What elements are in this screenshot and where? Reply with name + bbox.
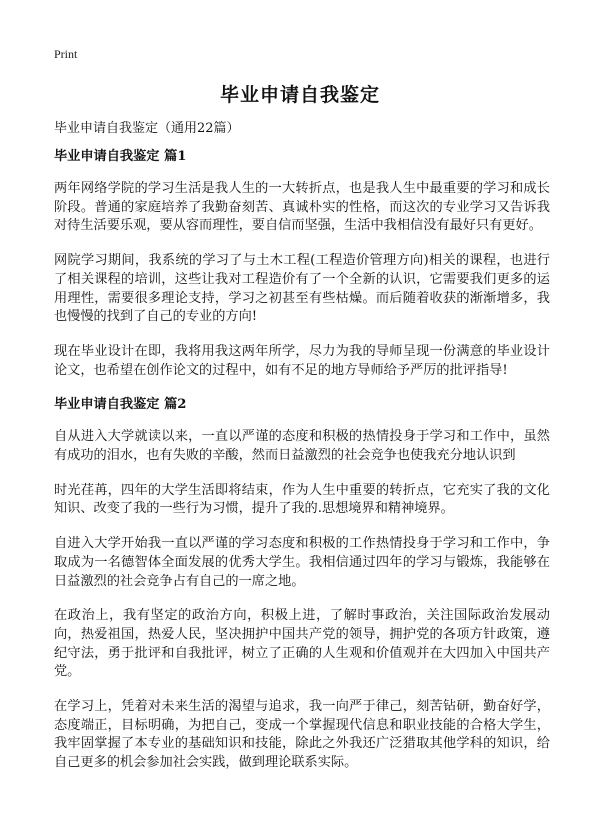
print-link[interactable]: Print — [54, 47, 78, 61]
paragraph: 两年网络学院的学习生活是我人生的一大转折点，也是我人生中最重要的学习和成长阶段。普通的家庭培养了我勤奋刻苦、真诚朴实的性格，而这次的专业学习又告诉我对待生活要乐观，要从容而理性，要自信而坚强，生活中我相信没有最好只有更好。 — [54, 181, 550, 234]
paragraph: 现在毕业设计在即，我将用我这两年所学，尽力为我的导师呈现一份满意的毕业设计论文，也希望在创作论文的过程中，如有不足的地方导师给予严厉的批评指导! — [54, 343, 550, 378]
paragraph: 在政治上，我有坚定的政治方向，积极上进，了解时事政治，关注国际政治发展动向，热爱祖国，热爱人民，坚决拥护中国共产党的领导，拥护党的各项方针政策，遵纪守法，勇于批评和自我批评，树立了正确的人生观和价值观并在大四加入中国共产党。 — [54, 608, 550, 680]
paragraph: 在学习上，凭着对未来生活的渴望与追求，我一向严于律己，刻苦钻研，勤奋好学，态度端正，目标明确，为把自己，变成一个掌握现代信息和职业技能的合格大学生，我牢固掌握了本专业的基础知识和技能，除此之外我还广泛猎取其他学科的知识，给自己更多的机会参加社会实践，做到理论联系实际。 — [54, 699, 550, 771]
paragraph: 时光荏苒，四年的大学生活即将结束，作为人生中重要的转折点，它充实了我的文化知识、改变了我的一些行为习惯，提升了我的.思想境界和精神境界。 — [54, 482, 550, 517]
section-heading: 毕业申请自我鉴定 篇1 — [54, 149, 187, 164]
paragraph: 网院学习期间，我系统的学习了与土木工程(工程造价管理方向)相关的课程，也进行了相关课程的培训，这些让我对工程造价有了一个全新的认识，它需要我们更多的运用理性，需要很多理论支持，学习之初甚至有些枯燥。而后随着收获的渐渐增多，我也慢慢的找到了自己的专业的方向! — [54, 253, 550, 325]
paragraph: 自进入大学开始我一直以严谨的学习态度和积极的工作热情投身于学习和工作中，争取成为一名德智体全面发展的优秀大学生。我相信通过四年的学习与锻炼，我能够在日益激烈的社会竞争占有自己的一席之地。 — [54, 536, 550, 589]
section-heading: 毕业申请自我鉴定 篇2 — [54, 397, 187, 413]
page-title: 毕业申请自我鉴定 — [219, 84, 380, 106]
document-body — [54, 148, 550, 773]
document-subtitle: 毕业申请自我鉴定（通用22篇） — [54, 121, 240, 136]
paragraph: 自从进入大学就读以来，一直以严谨的态度和积极的热情投身于学习和工作中，虽然有成功的泪水，也有失败的辛酸，然而日益激烈的社会竞争也使我充分地认识到 — [54, 429, 550, 464]
